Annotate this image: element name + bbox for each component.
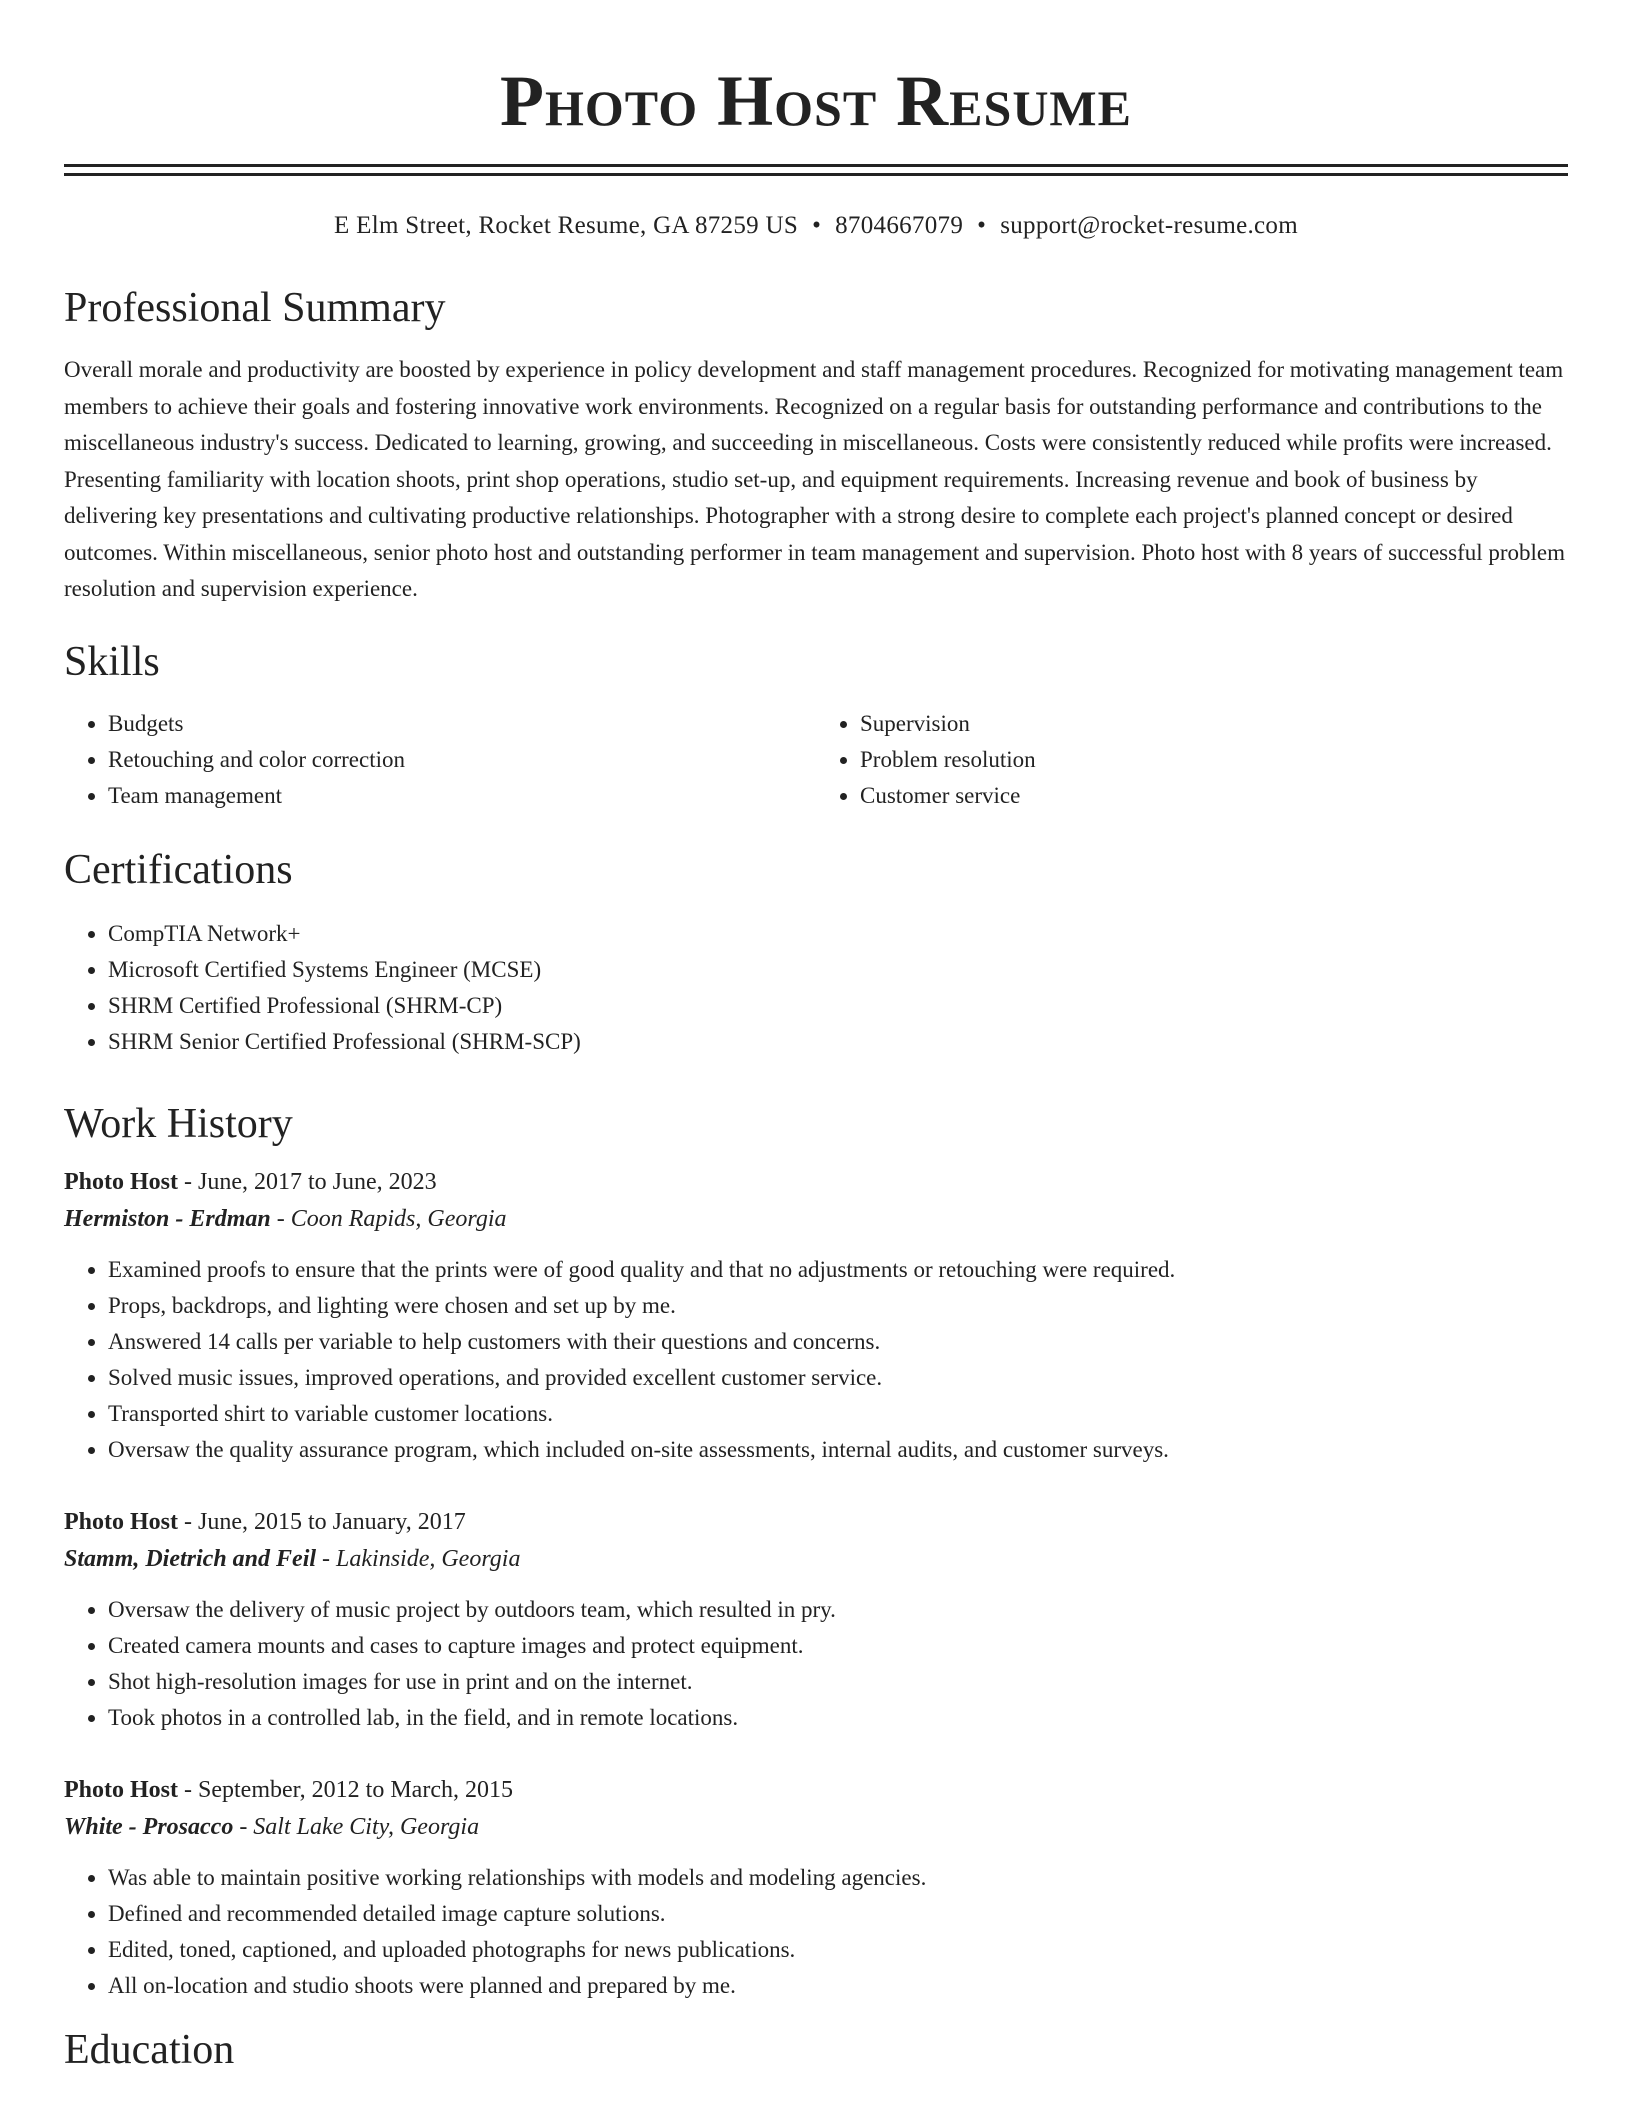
title-divider [64, 164, 1568, 176]
job-title-line [64, 1772, 1568, 1808]
job-entry [64, 1504, 1568, 1736]
job-title-line [64, 1164, 1568, 1200]
summary-text: Overall morale and productivity are boosted by experience in policy development and staff management procedures. Recognized for motivating management team members to achieve their goals and fostering innovative work environments. Recognized on a regular basis for outstanding performance and contributions to the miscellaneous industry's success. Dedicated to learning, growing, and succeeding in miscellaneous. Costs were consistently reduced while profits were increased. Presenting familiarity with location shoots, print shop operations, studio set-up, and equipment requirements. Increasing revenue and book of business by delivering key presentations and cultivating productive relationships. Photographer with a strong desire to complete each project's planned concept or desired outcomes. Within miscellaneous, senior photo host and outstanding performer in team management and supervision. Photo host with 8 years of successful problem resolution and supervision experience. [64, 357, 1566, 601]
job-dates: - September, 2012 to March, 2015 [178, 1776, 513, 1803]
job-duties [64, 1592, 1568, 1736]
page-title: Photo Host Resume [500, 61, 1132, 141]
skill-item: • Retouching and color correction [108, 742, 816, 778]
duty-item: • Shot high-resolution images for use in print and on the internet. [108, 1664, 1568, 1700]
duty-item: • Props, backdrops, and lighting were chosen and set up by me. [108, 1288, 1568, 1324]
job-entry [64, 1164, 1568, 1468]
duty-item: • Created camera mounts and cases to capture images and protect equipment. [108, 1628, 1568, 1664]
duty-item: • All on-location and studio shoots were planned and prepared by me. [108, 1968, 1568, 2004]
employer-line [64, 1540, 1568, 1578]
duty-item: • Defined and recommended detailed image capture solutions. [108, 1896, 1568, 1932]
duty-item: • Oversaw the quality assurance program, which included on-site assessments, internal audits, and customer surveys. [108, 1432, 1568, 1468]
certification-item: • SHRM Certified Professional (SHRM-CP) [108, 988, 1568, 1024]
skill-item: • Problem resolution [860, 742, 1568, 778]
job-title: Photo Host [64, 1776, 178, 1803]
contact-address: E Elm Street, Rocket Resume, GA 87259 US [334, 212, 799, 239]
employer-line [64, 1808, 1568, 1846]
duty-item: • Took photos in a controlled lab, in the field, and in remote locations. [108, 1700, 1568, 1736]
skill-item: • Budgets [108, 706, 816, 742]
duty-item: • Edited, toned, captioned, and uploaded photographs for news publications. [108, 1932, 1568, 1968]
summary-heading: Professional Summary [64, 285, 446, 331]
job-entry [64, 1772, 1568, 2004]
work-history-heading: Work History [64, 1100, 293, 1147]
employer-line [64, 1200, 1568, 1238]
duty-item: • Examined proofs to ensure that the prints were of good quality and that no adjustments or retouching were required. [108, 1252, 1568, 1288]
job-title: Photo Host [64, 1508, 178, 1535]
certification-item: • SHRM Senior Certified Professional (SHRM-SCP) [108, 1024, 1568, 1060]
skill-item: • Customer service [860, 778, 1568, 814]
employer-location: - Coon Rapids, Georgia [270, 1205, 507, 1232]
certifications-heading: Certifications [64, 846, 293, 893]
duty-item: • Transported shirt to variable customer locations. [108, 1396, 1568, 1432]
contact-line [64, 210, 1568, 242]
employer-name: Hermiston - Erdman [64, 1205, 271, 1232]
employer-location: - Salt Lake City, Georgia [233, 1813, 480, 1840]
skills-column-right [816, 706, 1568, 814]
skill-item: • Supervision [860, 706, 1568, 742]
employer-name: Stamm, Dietrich and Feil [64, 1545, 317, 1572]
job-dates: - June, 2015 to January, 2017 [178, 1508, 466, 1535]
employer-location: - Lakinside, Georgia [316, 1545, 521, 1572]
duty-item: • Oversaw the delivery of music project by outdoors team, which resulted in pry. [108, 1592, 1568, 1628]
skills-heading: Skills [64, 638, 160, 685]
job-title-line [64, 1504, 1568, 1540]
contact-separator: • [812, 212, 822, 239]
certification-item: • CompTIA Network+ [108, 916, 1568, 952]
job-dates: - June, 2017 to June, 2023 [178, 1168, 437, 1195]
education-heading: Education [64, 2026, 235, 2073]
duty-item: • Answered 14 calls per variable to help customers with their questions and concerns. [108, 1324, 1568, 1360]
certification-item: • Microsoft Certified Systems Engineer (MCSE) [108, 952, 1568, 988]
skills-column-left [64, 706, 816, 814]
duty-item: • Solved music issues, improved operations, and provided excellent customer service. [108, 1360, 1568, 1396]
contact-separator: • [977, 212, 987, 239]
job-duties [64, 1252, 1568, 1468]
contact-email: support@rocket-resume.com [1000, 212, 1298, 239]
skills-list [64, 706, 1568, 814]
skill-item: • Team management [108, 778, 816, 814]
job-duties [64, 1860, 1568, 2004]
contact-phone: 8704667079 [835, 212, 964, 239]
duty-item: • Was able to maintain positive working relationships with models and modeling agencies. [108, 1860, 1568, 1896]
job-title: Photo Host [64, 1168, 178, 1195]
employer-name: White - Prosacco [64, 1813, 234, 1840]
certifications-list [64, 916, 1568, 1060]
